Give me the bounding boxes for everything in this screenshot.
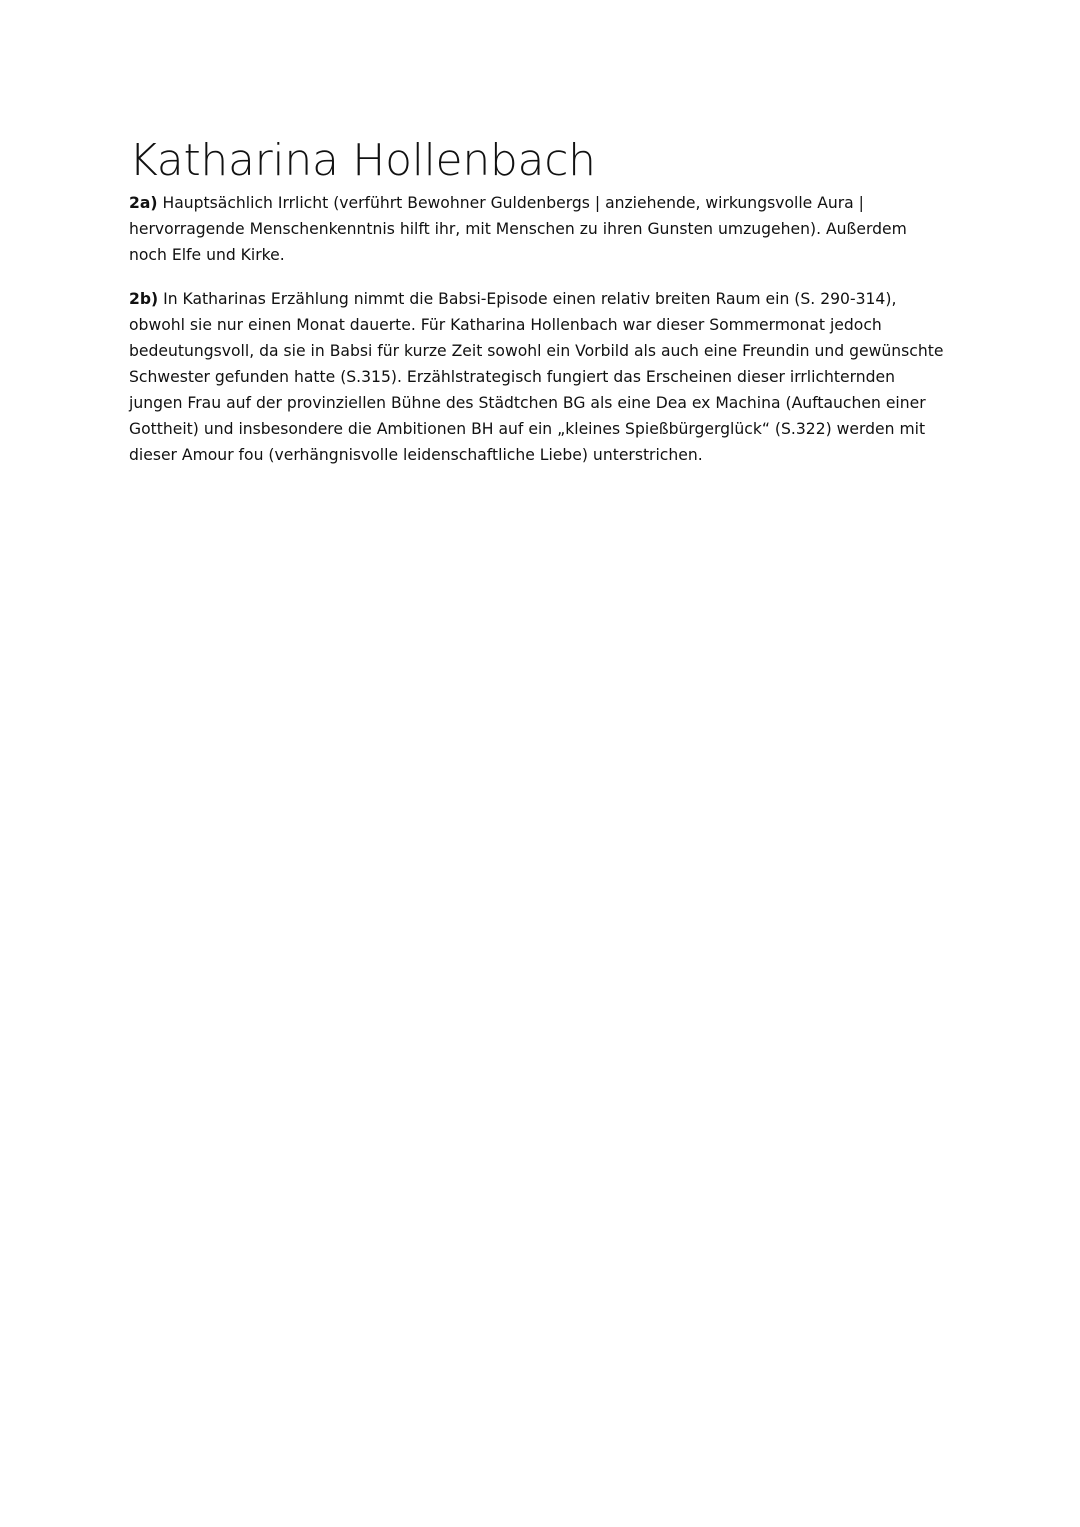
document-content [129,132,949,468]
section-2a-text: Hauptsächlich Irrlicht (verführt Bewohner Guldenbergs | anziehende, wirkungsvolle Aura | hervorragende Menschenkenntnis hilft ihr, mit Menschen zu ihren Gunsten umzugehen). Außerdem noch Elfe und Kirke. [129,194,907,264]
section-2b-label: 2b) [129,290,159,308]
section-2a-label: 2a) [129,194,158,212]
section-2b-text: In Katharinas Erzählung nimmt die Babsi-Episode einen relativ breiten Raum ein (S. 290-314), obwohl sie nur einen Monat dauerte. Für Katharina Hollenbach war dieser Sommermonat jedoch bedeutungsvoll, da sie in Babsi für kurze Zeit sowohl ein Vorbild als auch eine Freundin und gewünschte Schwester gefunden hatte (S.315). Erzählstrategisch fungiert das Erscheinen dieser irrlichternden jungen Frau auf der provinziellen Bühne des Städtchen BG als eine Dea ex Machina (Auftauchen einer Gottheit) und insbesondere die Ambitionen BH auf ein „kleines Spießbürgerglück“ (S.322) werden mit dieser Amour fou (verhängnisvolle leidenschaftliche Liebe) unterstrichen. [129,290,944,464]
section-2b [129,286,949,468]
section-2a [129,190,949,268]
document-title: Katharina Hollenbach [129,135,596,186]
